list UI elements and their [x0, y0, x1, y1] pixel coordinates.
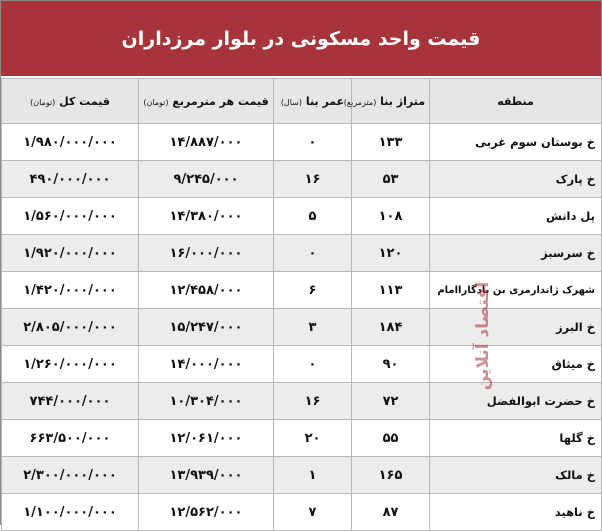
header-area-label: متراژ بنا [380, 94, 425, 108]
cell-price-per-meter: ۱۴/۸۸۷/۰۰۰ [139, 124, 274, 161]
cell-total-price: ۷۴۴/۰۰۰/۰۰۰ [2, 383, 139, 420]
cell-age: ۱۶ [274, 161, 352, 198]
header-area [343, 79, 430, 124]
cell-price-per-meter: ۱۵/۲۴۷/۰۰۰ [139, 309, 274, 346]
cell-region: پل دانش [430, 198, 602, 235]
cell-total-price: ۱/۹۸۰/۰۰۰/۰۰۰ [2, 124, 139, 161]
cell-price-per-meter: ۱۳/۹۳۹/۰۰۰ [139, 457, 274, 494]
header-age [274, 79, 352, 124]
cell-age: ۰ [274, 346, 352, 383]
cell-region: خ بوستان سوم غربی [430, 124, 602, 161]
header-price-per-meter-unit: (تومان) [143, 97, 169, 107]
header-total-price-unit: (تومان) [30, 97, 56, 107]
header-row [2, 79, 602, 124]
cell-age: ۷ [274, 494, 352, 531]
table-row [2, 494, 602, 531]
table-row [2, 124, 602, 161]
header-region [430, 79, 602, 124]
cell-total-price: ۶۶۳/۵۰۰/۰۰۰ [2, 420, 139, 457]
header-total-price [2, 79, 139, 124]
cell-total-price: ۱/۹۲۰/۰۰۰/۰۰۰ [2, 235, 139, 272]
cell-region: خ البرز [430, 309, 602, 346]
cell-area: ۵۵ [352, 420, 430, 457]
table-row [2, 198, 602, 235]
cell-region: خ پارک [430, 161, 602, 198]
cell-region: خ حضرت ابوالفضل [430, 383, 602, 420]
cell-total-price: ۲/۸۰۵/۰۰۰/۰۰۰ [2, 309, 139, 346]
cell-region: خ سرسبز [430, 235, 602, 272]
cell-total-price: ۱/۴۲۰/۰۰۰/۰۰۰ [2, 272, 139, 309]
cell-total-price: ۱/۱۰۰/۰۰۰/۰۰۰ [2, 494, 139, 531]
table-row [2, 420, 602, 457]
table-row [2, 161, 602, 198]
cell-area: ۱۶۵ [352, 457, 430, 494]
table-row [2, 383, 602, 420]
header-age-unit: (سال) [280, 97, 303, 107]
cell-region: خ مالک [430, 457, 602, 494]
cell-price-per-meter: ۱۶/۰۰۰/۰۰۰ [139, 235, 274, 272]
price-table [1, 78, 602, 531]
table-row [2, 346, 602, 383]
table-row [2, 309, 602, 346]
cell-price-per-meter: ۱۴/۳۸۰/۰۰۰ [139, 198, 274, 235]
cell-age: ۲۰ [274, 420, 352, 457]
cell-region: خ ناهید [430, 494, 602, 531]
cell-total-price: ۱/۵۶۰/۰۰۰/۰۰۰ [2, 198, 139, 235]
table-row [2, 272, 602, 309]
cell-region: خ میثاق [430, 346, 602, 383]
watermark-text: اقتصاد آنلاین [473, 281, 493, 391]
cell-age: ۰ [274, 235, 352, 272]
cell-total-price: ۴۹۰/۰۰۰/۰۰۰ [2, 161, 139, 198]
cell-price-per-meter: ۱۴/۰۰۰/۰۰۰ [139, 346, 274, 383]
cell-price-per-meter: ۱۲/۵۶۲/۰۰۰ [139, 494, 274, 531]
cell-area: ۱۸۴ [352, 309, 430, 346]
cell-area: ۱۲۰ [352, 235, 430, 272]
cell-age: ۳ [274, 309, 352, 346]
cell-total-price: ۱/۲۶۰/۰۰۰/۰۰۰ [2, 346, 139, 383]
cell-area: ۱۱۳ [352, 272, 430, 309]
cell-price-per-meter: ۱۲/۴۵۸/۰۰۰ [139, 272, 274, 309]
cell-age: ۱ [274, 457, 352, 494]
cell-total-price: ۲/۳۰۰/۰۰۰/۰۰۰ [2, 457, 139, 494]
header-total-price-label: قیمت کل [59, 94, 110, 108]
cell-area: ۷۲ [352, 383, 430, 420]
cell-price-per-meter: ۱۰/۳۰۴/۰۰۰ [139, 383, 274, 420]
header-price-per-meter [139, 79, 274, 124]
table-row [2, 457, 602, 494]
cell-region: خ گلها [430, 420, 602, 457]
cell-area: ۱۳۳ [352, 124, 430, 161]
header-region-label: منطقه [497, 94, 534, 108]
header-price-per-meter-label: قیمت هر مترمربع [172, 94, 269, 108]
cell-area: ۱۰۸ [352, 198, 430, 235]
header-area-unit: (مترمربع) [343, 97, 377, 107]
table-title: قیمت واحد مسکونی در بلوار مرزداران [1, 1, 601, 77]
table-row [2, 235, 602, 272]
cell-age: ۶ [274, 272, 352, 309]
header-age-label: عمر بنا [305, 94, 345, 108]
cell-age: ۱۶ [274, 383, 352, 420]
cell-region: شهرک ژاندارمری بن بادگاراامام [430, 272, 602, 309]
cell-price-per-meter: ۱۲/۰۶۱/۰۰۰ [139, 420, 274, 457]
cell-price-per-meter: ۹/۲۴۵/۰۰۰ [139, 161, 274, 198]
cell-age: ۵ [274, 198, 352, 235]
cell-area: ۵۳ [352, 161, 430, 198]
cell-area: ۹۰ [352, 346, 430, 383]
cell-age: ۰ [274, 124, 352, 161]
cell-area: ۸۷ [352, 494, 430, 531]
